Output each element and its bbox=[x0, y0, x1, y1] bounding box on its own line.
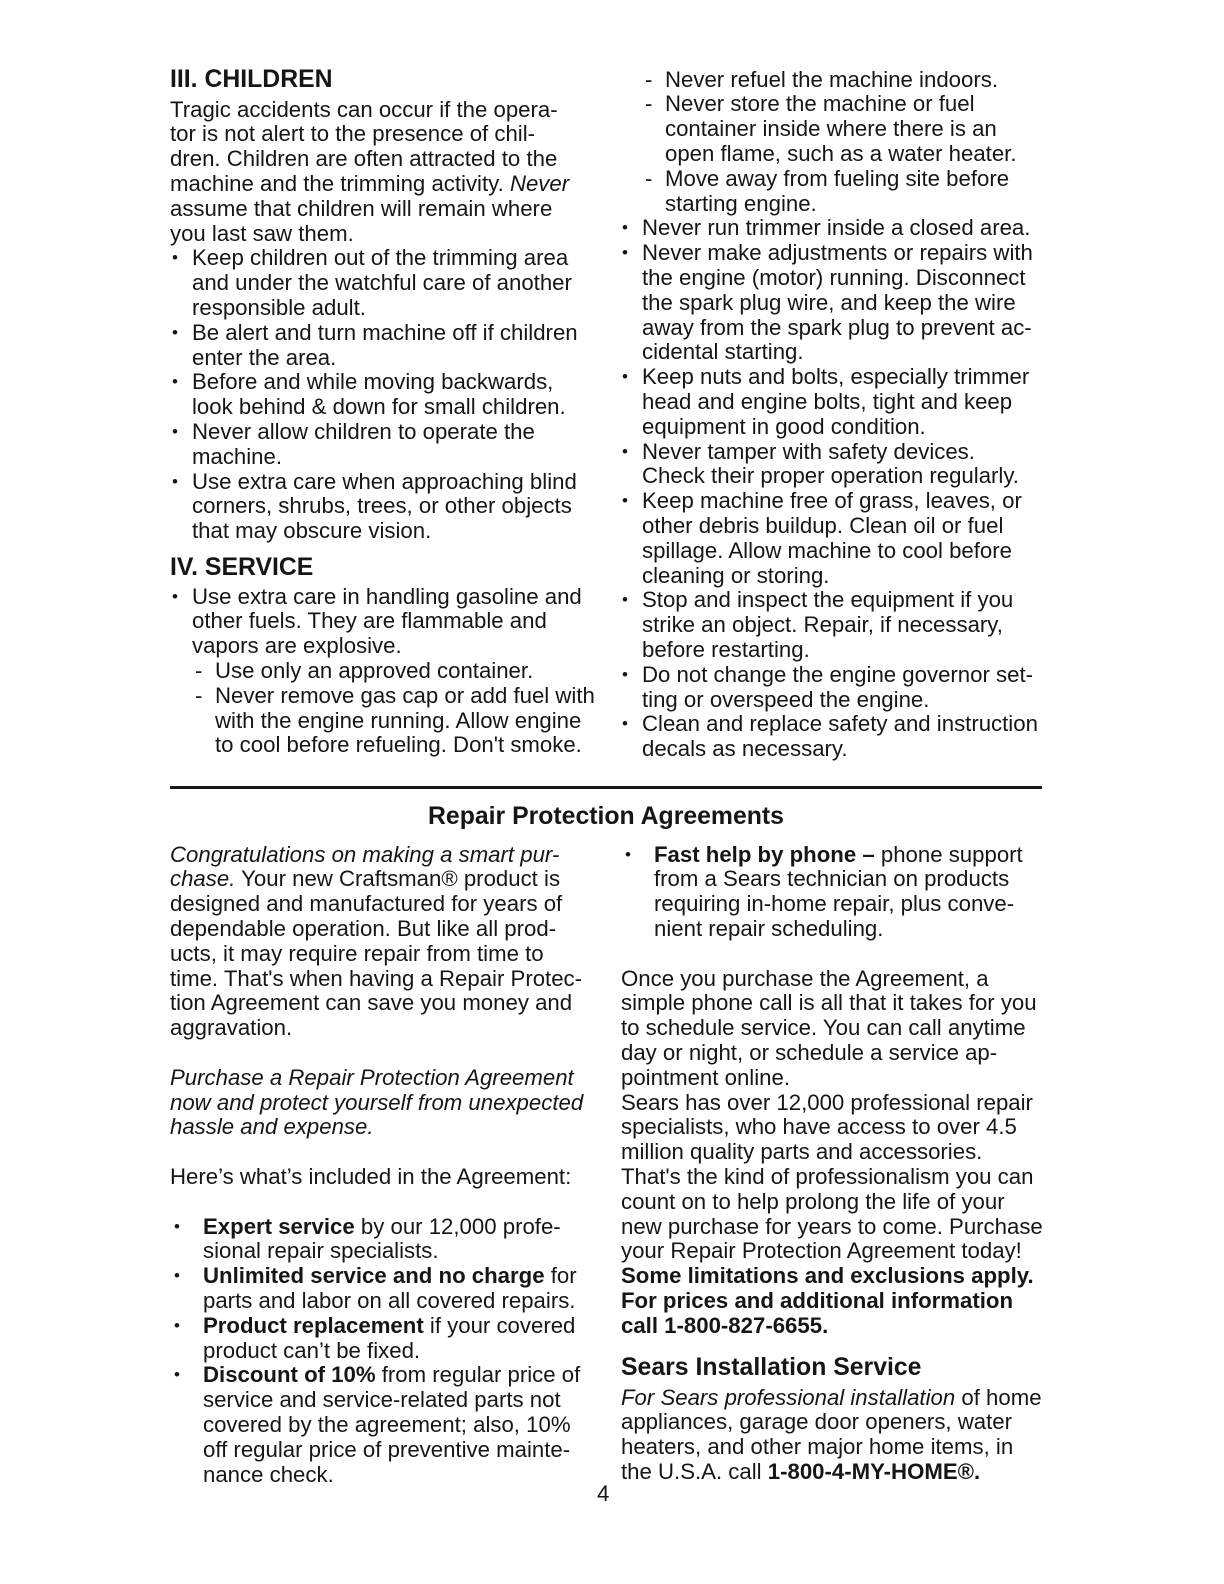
text-line: heaters, and other major home items, in bbox=[621, 1434, 1014, 1460]
text-line: • Clean and replace safety and instruction bbox=[642, 711, 1038, 737]
service-bullet-item bbox=[620, 588, 1060, 662]
text-line: - Use only an approved container. bbox=[215, 657, 534, 683]
text-line: Some limitations and exclusions apply. bbox=[621, 1263, 1034, 1289]
text-line: million quality parts and accessories. bbox=[621, 1139, 983, 1165]
text-line: service and service-related parts not bbox=[203, 1387, 561, 1413]
safety-left-column bbox=[170, 67, 610, 758]
text-line: • Use extra care when approaching blind bbox=[192, 468, 577, 494]
service-bullet-item bbox=[620, 663, 1060, 713]
text-segment: for bbox=[544, 1263, 577, 1289]
text-line: That's the kind of professionalism you can bbox=[621, 1163, 1034, 1189]
text-line: that may obscure vision. bbox=[192, 518, 432, 544]
text-line: to cool before refueling. Don't smoke. bbox=[215, 732, 582, 758]
section-divider bbox=[170, 786, 1042, 789]
children-bullet-item bbox=[170, 420, 610, 470]
text-line: you last saw them. bbox=[170, 220, 354, 246]
text-line bbox=[170, 1115, 610, 1140]
text-line: • Never tamper with safety devices. bbox=[642, 438, 975, 464]
text-line: specialists, who have access to over 4.5 bbox=[621, 1114, 1017, 1140]
text-line: Tragic accidents can occur if the opera- bbox=[170, 96, 558, 122]
children-bullet-item bbox=[170, 246, 610, 320]
text-line: cleaning or storing. bbox=[642, 562, 830, 588]
text-line bbox=[170, 172, 610, 197]
paragraph-gap bbox=[170, 1140, 610, 1165]
text-line: • Use extra care in handling gasoline and bbox=[192, 583, 582, 609]
text-line: to schedule service. You can call anytime bbox=[621, 1015, 1026, 1041]
text-line: parts and labor on all covered repairs. bbox=[203, 1287, 576, 1313]
text-segment: from regular price of bbox=[375, 1362, 581, 1388]
benefit-item-fast-help bbox=[621, 843, 1061, 942]
text-line: strike an object. Repair, if necessary, bbox=[642, 612, 1003, 638]
text-line bbox=[203, 1264, 610, 1289]
text-line: • Keep machine free of grass, leaves, or bbox=[642, 488, 1022, 514]
paragraph-gap bbox=[621, 942, 1061, 967]
text-line: vapors are explosive. bbox=[192, 633, 402, 659]
page-number: 4 bbox=[597, 1481, 610, 1506]
installation-phone-number: 1-800-4-MY-HOME®. bbox=[767, 1458, 981, 1484]
text-line: covered by the agreement; also, 10% bbox=[203, 1411, 571, 1437]
emphasis-text: hassle and expense. bbox=[170, 1114, 374, 1140]
text-line: with the engine running. Allow engine bbox=[215, 707, 582, 733]
benefit-title: Fast help by phone – bbox=[654, 841, 875, 867]
text-line: open flame, such as a water heater. bbox=[665, 140, 1017, 166]
service-heading: IV. SERVICE bbox=[170, 553, 314, 581]
text-line: look behind & down for small children. bbox=[192, 394, 566, 420]
text-line: spillage. Allow machine to cool before bbox=[642, 537, 1013, 563]
emphasis-text: chase. bbox=[170, 866, 236, 892]
service-subitem bbox=[192, 659, 610, 684]
service-bullet-item bbox=[170, 585, 610, 759]
text-line: enter the area. bbox=[192, 344, 337, 370]
service-bullet-item bbox=[620, 712, 1060, 762]
limitations-notice bbox=[621, 1264, 1061, 1338]
text-line: Sears has over 12,000 professional repair bbox=[621, 1089, 1033, 1115]
text-segment: if your covered bbox=[423, 1312, 576, 1338]
text-line: designed and manufactured for years of bbox=[170, 891, 563, 917]
included-intro: Here’s what’s included in the Agreement: bbox=[170, 1163, 572, 1189]
benefit-title: Expert service bbox=[203, 1213, 355, 1239]
text-line: • Before and while moving backwards, bbox=[192, 369, 554, 395]
installation-heading: Sears Installation Service bbox=[621, 1353, 922, 1381]
benefit-item-expert-service bbox=[170, 1215, 610, 1265]
text-line: pointment online. bbox=[621, 1064, 790, 1090]
text-line: machine. bbox=[192, 443, 283, 469]
service-bullet-item bbox=[620, 440, 1060, 490]
text-line: appliances, garage door openers, water bbox=[621, 1409, 1013, 1435]
text-line: - Move away from fueling site before bbox=[665, 165, 1010, 191]
safety-right-column bbox=[620, 68, 1060, 762]
text-line: before restarting. bbox=[642, 636, 810, 662]
benefit-title: Discount of 10% bbox=[203, 1362, 376, 1388]
text-line: • Never allow children to operate the bbox=[192, 418, 535, 444]
congratulations-paragraph bbox=[170, 843, 610, 1041]
benefit-item-product-replacement bbox=[170, 1314, 610, 1364]
text-line bbox=[170, 867, 610, 892]
text-line: • Do not change the engine governor set- bbox=[642, 661, 1034, 687]
paragraph-gap bbox=[170, 1190, 610, 1215]
text-line: decals as necessary. bbox=[642, 736, 848, 762]
service-subitem bbox=[192, 684, 610, 758]
text-line: responsible adult. bbox=[192, 294, 366, 320]
children-bullet-item bbox=[170, 470, 610, 544]
emphasis-text: Never bbox=[509, 170, 570, 196]
text-line: head and engine bolts, tight and keep bbox=[642, 388, 1013, 414]
text-line: equipment in good condition. bbox=[642, 413, 926, 439]
text-segment: Your new Craftsman® product is bbox=[235, 866, 561, 892]
text-line: tion Agreement can save you money and bbox=[170, 990, 573, 1016]
service-bullet-item bbox=[620, 489, 1060, 588]
text-line: nient repair scheduling. bbox=[654, 915, 884, 941]
text-line: off regular price of preventive mainte- bbox=[203, 1436, 571, 1462]
text-line: new purchase for years to come. Purchase bbox=[621, 1213, 1043, 1239]
text-line: dren. Children are often attracted to the bbox=[170, 146, 558, 172]
children-bullet-item bbox=[170, 370, 610, 420]
text-line: dependable operation. But like all prod- bbox=[170, 915, 557, 941]
text-line: - Never remove gas cap or add fuel with bbox=[215, 682, 595, 708]
text-line: other fuels. They are flammable and bbox=[192, 608, 547, 634]
text-line: container inside where there is an bbox=[665, 116, 997, 142]
emphasis-text: For Sears professional installation bbox=[621, 1384, 956, 1410]
text-line: the spark plug wire, and keep the wire bbox=[642, 289, 1016, 315]
text-line: • Keep children out of the trimming area bbox=[192, 245, 569, 271]
benefit-title: Unlimited service and no charge bbox=[203, 1263, 545, 1289]
text-line: requiring in-home repair, plus conve- bbox=[654, 891, 1015, 917]
text-segment: by our 12,000 profe- bbox=[354, 1213, 561, 1239]
service-bullet-item bbox=[620, 241, 1060, 365]
text-line: ting or overspeed the engine. bbox=[642, 686, 930, 712]
children-bullet-item bbox=[170, 321, 610, 371]
text-segment: the U.S.A. call bbox=[621, 1458, 768, 1484]
text-line: call 1-800-827-6655. bbox=[621, 1312, 829, 1338]
text-line: simple phone call is all that it takes for you bbox=[621, 990, 1037, 1016]
text-line bbox=[203, 1363, 610, 1388]
text-line: the engine (motor) running. Disconnect bbox=[642, 264, 1026, 290]
text-line bbox=[170, 1091, 610, 1116]
text-line: starting engine. bbox=[665, 190, 817, 216]
children-heading: III. CHILDREN bbox=[170, 66, 333, 93]
text-line bbox=[203, 1314, 610, 1339]
text-line: - Never refuel the machine indoors. bbox=[665, 66, 998, 92]
emphasis-text: Purchase a Repair Protection Agreement bbox=[170, 1064, 574, 1090]
text-line: For prices and additional information bbox=[621, 1287, 1014, 1313]
text-line: • Keep nuts and bolts, especially trimmer bbox=[642, 364, 1030, 390]
text-segment: phone support bbox=[874, 841, 1023, 867]
text-segment: of home bbox=[955, 1384, 1042, 1410]
text-line: tor is not alert to the presence of chil- bbox=[170, 121, 536, 147]
text-line: Once you purchase the Agreement, a bbox=[621, 965, 989, 991]
agreement-details-paragraph bbox=[621, 967, 1061, 1265]
text-line bbox=[621, 1386, 1061, 1411]
text-line: nance check. bbox=[203, 1461, 334, 1487]
purchase-paragraph bbox=[170, 1066, 610, 1140]
text-line: and under the watchful care of another bbox=[192, 270, 572, 296]
text-line: your Repair Protection Agreement today! bbox=[621, 1238, 1022, 1264]
text-line bbox=[621, 1460, 1061, 1485]
text-line bbox=[170, 1066, 610, 1091]
text-line: product can’t be fixed. bbox=[203, 1337, 421, 1363]
text-line bbox=[203, 1215, 610, 1240]
text-line: day or night, or schedule a service ap- bbox=[621, 1039, 998, 1065]
text-line: sional repair specialists. bbox=[203, 1238, 439, 1264]
text-line: away from the spark plug to prevent ac- bbox=[642, 314, 1032, 340]
benefit-item-unlimited-service bbox=[170, 1264, 610, 1314]
repair-protection-heading: Repair Protection Agreements bbox=[428, 803, 784, 830]
text-line: Check their proper operation regularly. bbox=[642, 463, 1019, 489]
agreement-left-column bbox=[170, 843, 610, 1488]
benefit-title: Product replacement bbox=[203, 1312, 424, 1338]
text-line: time. That's when having a Repair Protec- bbox=[170, 965, 583, 991]
service-bullet-item bbox=[620, 365, 1060, 439]
service-subitem bbox=[620, 68, 1060, 93]
service-bullet-item bbox=[620, 216, 1060, 241]
text-line: ucts, it may require repair from time to bbox=[170, 940, 544, 966]
text-line bbox=[654, 843, 1061, 868]
text-line: corners, shrubs, trees, or other objects bbox=[192, 493, 572, 519]
text-line: - Never store the machine or fuel bbox=[665, 91, 975, 117]
text-line: other debris buildup. Clean oil or fuel bbox=[642, 512, 1004, 538]
agreement-right-column bbox=[621, 843, 1061, 1485]
text-line: from a Sears technician on products bbox=[654, 866, 1010, 892]
text-line bbox=[170, 843, 610, 868]
children-intro-paragraph bbox=[170, 98, 610, 247]
emphasis-text: now and protect yourself from unexpected bbox=[170, 1089, 584, 1115]
text-line: • Stop and inspect the equipment if you bbox=[642, 587, 1014, 613]
text-line: • Be alert and turn machine off if children bbox=[192, 319, 578, 345]
service-subitem bbox=[620, 167, 1060, 217]
text-line: aggravation. bbox=[170, 1015, 293, 1041]
installation-paragraph bbox=[621, 1386, 1061, 1485]
service-subitem bbox=[620, 92, 1060, 166]
benefit-item-discount bbox=[170, 1363, 610, 1487]
paragraph-gap bbox=[170, 1041, 610, 1066]
emphasis-text: Congratulations on making a smart pur- bbox=[170, 841, 560, 867]
text-segment: machine and the trimming activity. bbox=[170, 170, 510, 196]
text-line: • Never run trimmer inside a closed area. bbox=[642, 215, 1031, 241]
text-line: cidental starting. bbox=[642, 339, 804, 365]
text-line: • Never make adjustments or repairs with bbox=[642, 240, 1033, 266]
text-line: count on to help prolong the life of your bbox=[621, 1188, 1005, 1214]
text-line: assume that children will remain where bbox=[170, 195, 553, 221]
